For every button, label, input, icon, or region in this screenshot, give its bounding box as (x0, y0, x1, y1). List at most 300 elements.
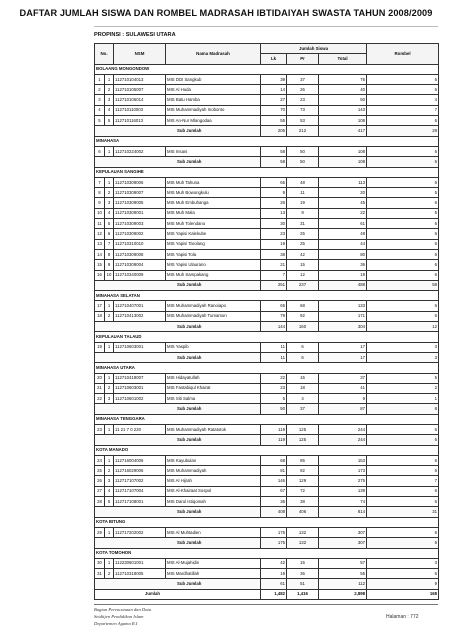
row-pr: 92 (287, 311, 319, 321)
row-madrasah-name: MIS Yapisi Kalekube (166, 229, 261, 239)
row-total: 37 (319, 373, 367, 383)
row-number: 3 (95, 95, 105, 105)
row-rombel: 1 (367, 394, 439, 404)
row-pr: 92 (287, 466, 319, 476)
row-number: 29 (95, 527, 105, 537)
section-name: KEPULAUAN TALAUD (95, 332, 439, 342)
table-row (95, 208, 439, 218)
row-pr: 129 (287, 476, 319, 486)
subtotal-row (95, 280, 439, 290)
row-total: 36 (319, 260, 367, 270)
row-nsm: 11 21 7 0 220 (114, 424, 166, 434)
row-sub-number: 1 (105, 558, 114, 568)
title-divider (94, 26, 438, 27)
row-rombel: 6 (367, 85, 439, 95)
row-madrasah-name: MIS Hidayatullah (166, 373, 261, 383)
row-pr: 15 (287, 260, 319, 270)
subtotal-label: Sub Jumlah (95, 157, 261, 167)
subtotal-pr: 132 (287, 538, 319, 548)
row-lk: 13 (261, 208, 287, 218)
header-total: Total (319, 54, 367, 64)
subtotal-lk: 205 (261, 126, 287, 136)
row-pr: 72 (287, 486, 319, 496)
row-madrasah-name: MIS Muhammadiyah Ratatotok (166, 424, 261, 434)
row-rombel: 7 (367, 476, 439, 486)
row-rombel: 6 (367, 219, 439, 229)
row-number: 15 (95, 260, 105, 270)
row-total: 45 (319, 198, 367, 208)
province-label: PROPINSI : SULAWESI UTARA (94, 32, 176, 38)
row-number: 9 (95, 198, 105, 208)
row-sub-number: 3 (105, 198, 114, 208)
row-nsm: 112710309008 (114, 249, 166, 259)
row-nsm: 112710310010 (114, 239, 166, 249)
row-total: 108 (319, 116, 367, 126)
subtotal-label: Sub Jumlah (95, 579, 261, 589)
subtotal-pr: 37 (287, 404, 319, 414)
row-pr: 37 (287, 74, 319, 84)
section-name: MINAHASA SELATAN (95, 291, 439, 301)
section-header (95, 167, 439, 177)
row-number: 5 (95, 116, 105, 126)
row-nsm: 112710104013 (114, 74, 166, 84)
row-rombel: 5 (367, 188, 439, 198)
row-sub-number: 4 (105, 486, 114, 496)
row-lk: 23 (261, 383, 287, 393)
row-rombel: 2 (367, 383, 439, 393)
footer-line-3: Departemen Agama R.I (94, 621, 138, 626)
row-lk: 65 (261, 177, 287, 187)
row-sub-number: 10 (105, 270, 114, 280)
row-total: 41 (319, 383, 367, 393)
row-madrasah-name: MIS Al Muhtadien (166, 527, 261, 537)
subtotal-total: 304 (319, 322, 367, 332)
row-lk: 26 (261, 198, 287, 208)
row-sub-number: 1 (105, 342, 114, 352)
row-sub-number: 1 (105, 455, 114, 465)
subtotal-pr: 237 (287, 280, 319, 290)
row-total: 173 (319, 466, 367, 476)
grand-total-label: Jumlah (95, 589, 261, 599)
subtotal-rombel: 9 (367, 579, 439, 589)
subtotal-rombel: 29 (367, 126, 439, 136)
row-rombel: 6 (367, 146, 439, 156)
section-name: BOLAANG MONGONDOW (95, 64, 439, 74)
row-nsm: 112710106014 (114, 95, 166, 105)
row-nsm: 112230601001 (114, 558, 166, 568)
row-pr: 53 (287, 116, 319, 126)
row-sub-number: 6 (105, 229, 114, 239)
page-number: Halaman : 772 (386, 614, 419, 620)
row-sub-number: 7 (105, 239, 114, 249)
row-madrasah-name: MIS Muhammadiyah Ranoiapo (166, 301, 261, 311)
row-pr: 85 (287, 455, 319, 465)
subtotal-total: 244 (319, 435, 367, 445)
student-count-table (94, 43, 439, 600)
row-madrasah-name: MIS Kayubulan (166, 455, 261, 465)
subtotal-label: Sub Jumlah (95, 538, 261, 548)
row-sub-number: 1 (105, 424, 114, 434)
table-body (95, 64, 439, 599)
subtotal-row (95, 435, 439, 445)
row-total: 17 (319, 342, 367, 352)
row-pr: 73 (287, 105, 319, 115)
section-header (95, 517, 439, 527)
grand-total-row (95, 589, 439, 599)
row-nsm: 112710340009 (114, 270, 166, 280)
row-lk: 19 (261, 569, 287, 579)
subtotal-total: 108 (319, 157, 367, 167)
row-number: 17 (95, 301, 105, 311)
row-rombel: 6 (367, 527, 439, 537)
row-lk: 30 (261, 219, 287, 229)
subtotal-total: 417 (319, 126, 367, 136)
row-sub-number: 5 (105, 497, 114, 507)
row-total: 76 (319, 74, 367, 84)
header-rombel: Rombel (367, 44, 439, 65)
row-number: 22 (95, 394, 105, 404)
table-row (95, 394, 439, 404)
row-sub-number: 5 (105, 219, 114, 229)
row-nsm: 112710309002 (114, 229, 166, 239)
row-lk: 7 (261, 270, 287, 280)
row-sub-number: 4 (105, 105, 114, 115)
row-pr: 23 (287, 95, 319, 105)
row-lk: 23 (261, 229, 287, 239)
row-number: 24 (95, 455, 105, 465)
subtotal-lk: 58 (261, 157, 287, 167)
row-lk: 119 (261, 424, 287, 434)
row-nsm: 112717108001 (114, 497, 166, 507)
footer-line-1: Bagian Perencanaan dan Data (94, 607, 152, 612)
row-total: 275 (319, 476, 367, 486)
row-nsm: 112710407001 (114, 301, 166, 311)
row-nsm: 112710309005 (114, 198, 166, 208)
grand-total-total: 2,898 (319, 589, 367, 599)
row-lk: 70 (261, 105, 287, 115)
row-rombel: 3 (367, 342, 439, 352)
row-number: 14 (95, 249, 105, 259)
row-lk: 58 (261, 146, 287, 156)
row-total: 244 (319, 424, 367, 434)
subtotal-rombel: 6 (367, 157, 439, 167)
row-nsm: 112710224002 (114, 146, 166, 156)
row-rombel: 6 (367, 74, 439, 84)
header-jumlah-siswa: Jumlah Siswa (261, 44, 367, 54)
section-name: KOTA MANADO (95, 445, 439, 455)
row-madrasah-name: MIS Al-Khairaat Sospol (166, 486, 261, 496)
subtotal-lk: 144 (261, 322, 287, 332)
subtotal-total: 307 (319, 538, 367, 548)
row-number: 11 (95, 219, 105, 229)
table-row (95, 105, 439, 115)
row-madrasah-name: MIS Fastabiqul Khairat (166, 383, 261, 393)
row-rombel: 7 (367, 105, 439, 115)
row-madrasah-name: MIS Al Hijrah (166, 476, 261, 486)
row-madrasah-name: MIS Muh Bowongkulu (166, 188, 261, 198)
subtotal-pr: 50 (287, 157, 319, 167)
row-number: 20 (95, 373, 105, 383)
row-nsm: 112710110003 (114, 105, 166, 115)
row-rombel: 4 (367, 95, 439, 105)
row-pr: 11 (287, 188, 319, 198)
row-lk: 39 (261, 74, 287, 84)
section-header (95, 332, 439, 342)
section-header (95, 548, 439, 558)
row-rombel: 6 (367, 455, 439, 465)
row-pr: 25 (287, 239, 319, 249)
row-rombel: 6 (367, 249, 439, 259)
row-rombel: 6 (367, 116, 439, 126)
row-rombel: 6 (367, 569, 439, 579)
row-total: 171 (319, 311, 367, 321)
table-row (95, 74, 439, 84)
subtotal-pr: 160 (287, 322, 319, 332)
table-row (95, 177, 439, 187)
row-lk: 21 (261, 260, 287, 270)
table-row (95, 249, 439, 259)
row-nsm: 112710116013 (114, 116, 166, 126)
row-pr: 132 (287, 527, 319, 537)
section-name: KOTA BITUNG (95, 517, 439, 527)
section-header (95, 445, 439, 455)
section-name: MINAHASA (95, 136, 439, 146)
row-madrasah-name: MIS Muh Tolendano (166, 219, 261, 229)
section-header (95, 64, 439, 74)
row-lk: 79 (261, 311, 287, 321)
row-total: 139 (319, 486, 367, 496)
row-total: 113 (319, 177, 367, 187)
row-sub-number: 2 (105, 188, 114, 198)
row-number: 18 (95, 311, 105, 321)
row-nsm: 112710418007 (114, 373, 166, 383)
row-madrasah-name: MIS Yaspib (166, 342, 261, 352)
table-row (95, 486, 439, 496)
row-lk: 81 (261, 466, 287, 476)
row-number: 23 (95, 424, 105, 434)
row-pr: 18 (287, 383, 319, 393)
row-madrasah-name: MIS Al-Mujahidin (166, 558, 261, 568)
row-pr: 31 (287, 219, 319, 229)
row-total: 48 (319, 229, 367, 239)
row-total: 40 (319, 85, 367, 95)
row-total: 108 (319, 146, 367, 156)
row-sub-number: 2 (105, 466, 114, 476)
row-pr: 125 (287, 424, 319, 434)
row-nsm: 112717107002 (114, 476, 166, 486)
row-number: 30 (95, 558, 105, 568)
row-total: 22 (319, 208, 367, 218)
row-total: 50 (319, 95, 367, 105)
row-madrasah-name: MIS Muh Tahuna (166, 177, 261, 187)
subtotal-row (95, 404, 439, 414)
subtotal-pr: 51 (287, 579, 319, 589)
row-sub-number: 1 (105, 177, 114, 187)
row-total: 9 (319, 394, 367, 404)
row-nsm: 112710601002 (114, 394, 166, 404)
row-pr: 12 (287, 270, 319, 280)
row-lk: 38 (261, 249, 287, 259)
row-pr: 15 (287, 373, 319, 383)
table-row (95, 270, 439, 280)
row-nsm: 112717107004 (114, 486, 166, 496)
row-number: 4 (95, 105, 105, 115)
row-pr: 36 (287, 569, 319, 579)
table-row (95, 558, 439, 568)
row-madrasah-name: MIS Muhammadiyah Inobonto (166, 105, 261, 115)
subtotal-lk: 61 (261, 579, 287, 589)
subtotal-label: Sub Jumlah (95, 280, 261, 290)
subtotal-row (95, 126, 439, 136)
subtotal-total: 112 (319, 579, 367, 589)
subtotal-rombel: 8 (367, 404, 439, 414)
table-row (95, 198, 439, 208)
subtotal-lk: 50 (261, 404, 287, 414)
row-madrasah-name: MIS Muh Sampakang (166, 270, 261, 280)
document-title: DAFTAR JUMLAH SISWA DAN ROMBEL MADRASAH IBTIDAIYAH SWASTA TAHUN 2008/2009 (19, 8, 433, 18)
row-lk: 14 (261, 85, 287, 95)
row-sub-number: 1 (105, 527, 114, 537)
row-madrasah-name: MIS Muh Embuhanga (166, 198, 261, 208)
row-lk: 22 (261, 373, 287, 383)
row-pr: 26 (287, 85, 319, 95)
table-row (95, 455, 439, 465)
row-nsm: 112710309003 (114, 219, 166, 229)
row-pr: 15 (287, 558, 319, 568)
row-sub-number: 2 (105, 383, 114, 393)
row-number: 2 (95, 85, 105, 95)
row-number: 16 (95, 270, 105, 280)
subtotal-label: Sub Jumlah (95, 435, 261, 445)
row-number: 19 (95, 342, 105, 352)
row-pr: 68 (287, 301, 319, 311)
row-pr: 48 (287, 177, 319, 187)
row-number: 27 (95, 486, 105, 496)
row-nsm: 112717202002 (114, 527, 166, 537)
row-rombel: 6 (367, 424, 439, 434)
row-rombel: 6 (367, 229, 439, 239)
table-row (95, 569, 439, 579)
row-nsm: 112710309007 (114, 188, 166, 198)
row-number: 21 (95, 383, 105, 393)
table-row (95, 527, 439, 537)
subtotal-label: Sub Jumlah (95, 126, 261, 136)
row-sub-number: 1 (105, 373, 114, 383)
row-madrasah-name: MIS DDI Sangkub (166, 74, 261, 84)
row-nsm: 112710309004 (114, 260, 166, 270)
row-lk: 175 (261, 527, 287, 537)
row-sub-number: 3 (105, 95, 114, 105)
subtotal-rombel: 58 (367, 280, 439, 290)
row-lk: 42 (261, 558, 287, 568)
row-rombel: 5 (367, 373, 439, 383)
row-pr: 19 (287, 198, 319, 208)
row-madrasah-name: MIS Darul Istiqomah (166, 497, 261, 507)
row-pr: 25 (287, 229, 319, 239)
row-pr: 9 (287, 208, 319, 218)
subtotal-rombel: 3 (367, 352, 439, 362)
subtotal-row (95, 579, 439, 589)
section-header (95, 363, 439, 373)
header-lk: Lk (261, 54, 287, 64)
row-sub-number: 9 (105, 260, 114, 270)
row-madrasah-name: MIS Batu Hamba (166, 95, 261, 105)
table-row (95, 383, 439, 393)
subtotal-lk: 119 (261, 435, 287, 445)
row-pr: 4 (287, 394, 319, 404)
row-madrasah-name: MIS An-Nur Mlangodaa (166, 116, 261, 126)
subtotal-label: Sub Jumlah (95, 507, 261, 517)
section-name: MINAHASA UTARA (95, 363, 439, 373)
row-sub-number: 1 (105, 301, 114, 311)
grand-total-lk: 1,482 (261, 589, 287, 599)
row-nsm: 112710318005 (114, 569, 166, 579)
subtotal-rombel: 6 (367, 435, 439, 445)
row-number: 10 (95, 208, 105, 218)
row-rombel: 6 (367, 177, 439, 187)
subtotal-rombel: 6 (367, 538, 439, 548)
row-nsm: 112710413002 (114, 311, 166, 321)
subtotal-total: 488 (319, 280, 367, 290)
row-pr: 6 (287, 342, 319, 352)
row-total: 57 (319, 558, 367, 568)
row-lk: 5 (261, 394, 287, 404)
row-lk: 55 (261, 116, 287, 126)
row-nsm: 112716029006 (114, 466, 166, 476)
table-row (95, 373, 439, 383)
row-rombel: 5 (367, 208, 439, 218)
section-name: KOTA TOMOHON (95, 548, 439, 558)
table-row (95, 476, 439, 486)
row-sub-number: 2 (105, 85, 114, 95)
row-lk: 65 (261, 301, 287, 311)
row-lk: 9 (261, 188, 287, 198)
subtotal-rombel: 12 (367, 322, 439, 332)
row-lk: 68 (261, 455, 287, 465)
table-row (95, 116, 439, 126)
row-rombel: 6 (367, 270, 439, 280)
row-rombel: 6 (367, 486, 439, 496)
subtotal-lk: 408 (261, 507, 287, 517)
row-sub-number: 5 (105, 116, 114, 126)
subtotal-total: 17 (319, 352, 367, 362)
table-row (95, 466, 439, 476)
table-row (95, 85, 439, 95)
footer-divider (94, 604, 438, 605)
row-rombel: 6 (367, 301, 439, 311)
row-pr: 50 (287, 146, 319, 156)
row-rombel: 6 (367, 311, 439, 321)
header-no: No. (95, 44, 114, 65)
row-madrasah-name: MIS Yapisi Tola (166, 249, 261, 259)
footer-line-2: Setditjen Pendidikan Islam (94, 614, 144, 619)
table-row (95, 342, 439, 352)
section-header (95, 291, 439, 301)
row-rombel: 6 (367, 260, 439, 270)
table-row (95, 146, 439, 156)
header-pr: Pr (287, 54, 319, 64)
subtotal-rombel: 31 (367, 507, 439, 517)
section-header (95, 136, 439, 146)
row-madrasah-name: MIS Siti Salma (166, 394, 261, 404)
row-nsm: 112710603001 (114, 342, 166, 352)
row-madrasah-name: MIS Muhammadiyah (166, 466, 261, 476)
table-row (95, 311, 439, 321)
table-row (95, 239, 439, 249)
row-number: 28 (95, 497, 105, 507)
row-total: 133 (319, 301, 367, 311)
row-total: 20 (319, 188, 367, 198)
